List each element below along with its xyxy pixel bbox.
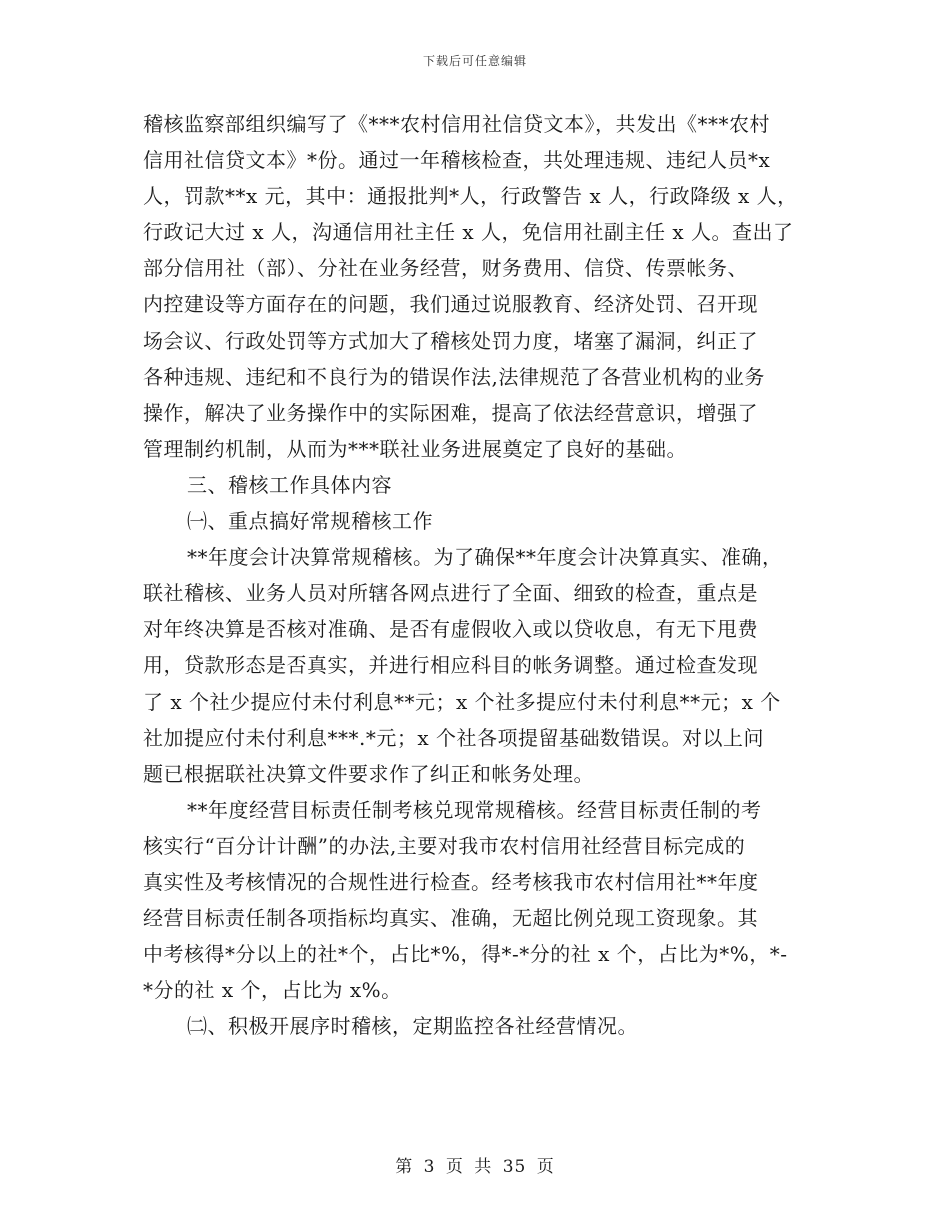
body-line: 用，贷款形态是否真实，并进行相应科目的帐务调整。通过检查发现 — [143, 653, 758, 678]
subsection-heading: ㈠、重点搞好常规稽核工作 — [187, 509, 433, 534]
body-line: 社加提应付未付利息***.*元；x 个社各项提留基础数错误。对以上问 — [143, 725, 764, 750]
body-line: 对年终决算是否核对准确、是否有虚假收入或以贷收息，有无下甩费 — [143, 617, 758, 642]
body-line: 内控建设等方面存在的问题，我们通过说服教育、经济处罚、召开现 — [143, 292, 758, 317]
body-line: 人，罚款**x 元，其中：通报批判*人，行政警告 x 人，行政降级 x 人， — [143, 184, 798, 209]
body-line: 管理制约机制，从而为***联社业务进展奠定了良好的基础。 — [143, 436, 687, 461]
subsection-heading: ㈡、积极开展序时稽核，定期监控各社经营情况。 — [187, 1014, 638, 1039]
document-body — [143, 106, 811, 1044]
body-line: 核实行“百分计计酬”的办法,主要对我市农村信用社经营目标完成的 — [143, 833, 746, 858]
section-heading: 三、稽核工作具体内容 — [187, 472, 392, 497]
body-line: **年度经营目标责任制考核兑现常规稽核。经营目标责任制的考 — [187, 797, 762, 822]
body-line: 稽核监察部组织编写了《***农村信用社信贷文本》，共发出《***农村 — [143, 112, 770, 136]
body-line: 真实性及考核情况的合规性进行检查。经考核我市农村信用社**年度 — [143, 869, 759, 894]
body-line: 题已根据联社决算文件要求作了纠正和帐务处理。 — [143, 761, 594, 786]
body-line: 信用社信贷文本》*份。通过一年稽核检查，共处理违规、违纪人员*x — [143, 148, 771, 173]
body-line: 各种违规、违纪和不良行为的错误作法,法律规范了各营业机构的业务 — [143, 364, 765, 389]
body-line: 操作，解决了业务操作中的实际困难，提高了依法经营意识，增强了 — [143, 400, 758, 425]
body-line: *分的社 x 个，占比为 x%。 — [143, 978, 402, 1003]
body-line: 场会议、行政处罚等方式加大了稽核处罚力度，堵塞了漏洞，纠正了 — [143, 328, 758, 353]
body-line: **年度会计决算常规稽核。为了确保**年度会计决算真实、准确， — [187, 545, 783, 570]
body-line: 中考核得*分以上的社*个，占比*%，得*-*分的社 x 个，占比为*%，*- — [143, 942, 788, 967]
body-line: 部分信用社（部）、分社在业务经营，财务费用、信贷、传票帐务、 — [143, 256, 748, 281]
page-header: 下载后可任意编辑 — [422, 54, 527, 68]
page-number-footer: 第 3 页 共 35 页 — [395, 1157, 555, 1177]
body-line: 行政记大过 x 人，沟通信用社主任 x 人，免信用社副主任 x 人。查出了 — [143, 220, 794, 245]
body-line: 联社稽核、业务人员对所辖各网点进行了全面、细致的检查，重点是 — [143, 581, 758, 606]
body-line: 经营目标责任制各项指标均真实、准确，无超比例兑现工资现象。其 — [143, 906, 758, 931]
body-line: 了 x 个社少提应付未付利息**元；x 个社多提应付未付利息**元；x 个 — [143, 689, 781, 714]
